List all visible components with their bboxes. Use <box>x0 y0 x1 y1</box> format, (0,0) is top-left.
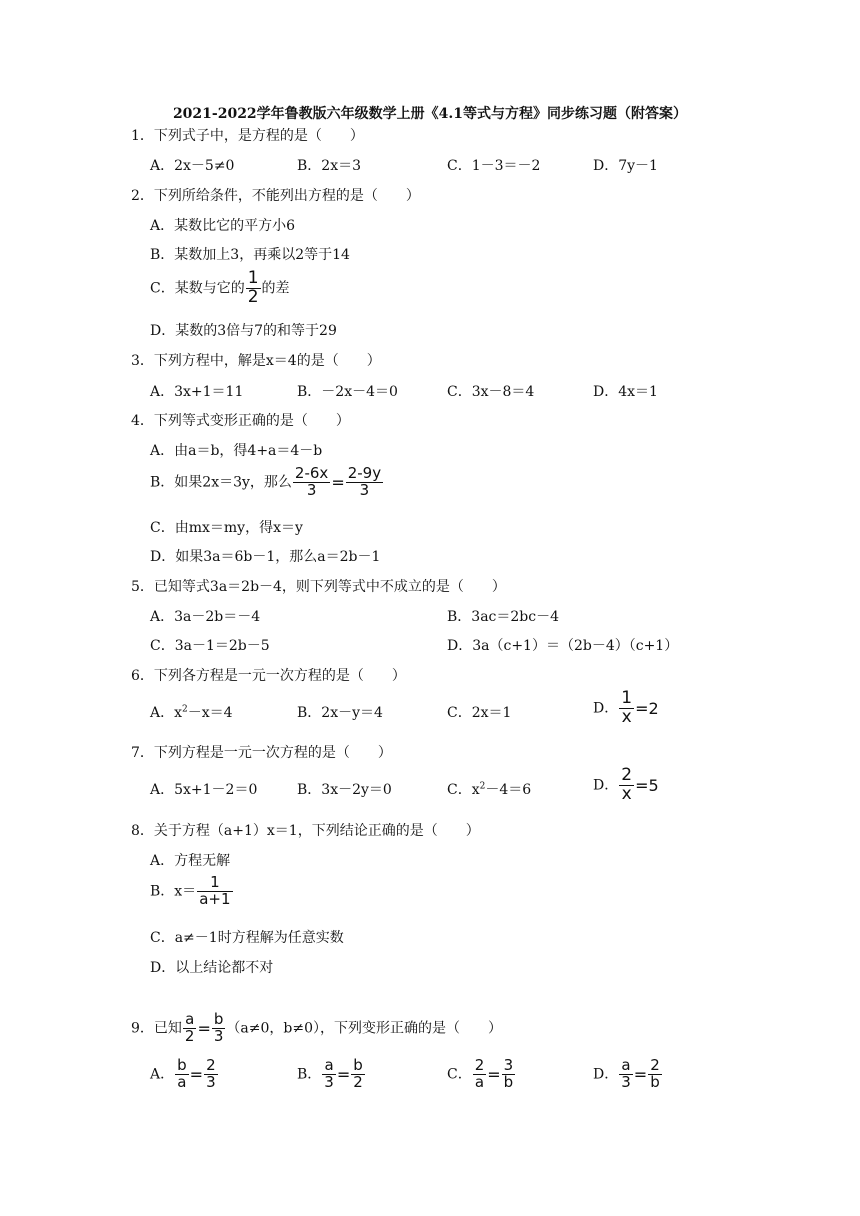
fraction-numerator: 2 <box>206 1056 216 1074</box>
fraction-1-over-x <box>619 690 634 727</box>
fraction-numerator: 1 <box>621 688 633 708</box>
fraction-numerator: 1 <box>197 875 232 892</box>
question-4-stem: 4．下列等式变形正确的是（ ） <box>131 413 350 429</box>
q5-option-a: A．3a－2b＝－4 <box>150 609 261 625</box>
fraction-2-over-x <box>619 767 634 804</box>
q4-option-b-prefix: B．如果2x＝3y，那么 <box>150 474 292 491</box>
q6-option-d-prefix: D． <box>593 700 619 717</box>
q3-option-a: A．3x+1＝11 <box>150 384 244 400</box>
fraction-denominator: 3 <box>324 1072 334 1091</box>
fraction-numerator: a <box>322 1058 336 1075</box>
fraction-a-over-3 <box>619 1058 633 1091</box>
question-5-stem: 5．已知等式3a＝2b－4，则下列等式中不成立的是（ ） <box>131 579 506 595</box>
q6-option-a <box>150 702 233 722</box>
q9-option-a <box>150 1058 219 1091</box>
q9-option-c <box>447 1058 516 1091</box>
question-7-stem: 7．下列方程是一元一次方程的是（ ） <box>131 745 392 761</box>
fraction-2-6x-over-3 <box>293 466 330 499</box>
question-6-stem: 6．下列各方程是一元一次方程的是（ ） <box>131 668 406 684</box>
fraction-denominator: 3 <box>206 1072 216 1091</box>
fraction-denominator: 2 <box>184 1026 195 1045</box>
q2-option-c-suffix: 的差 <box>261 280 290 297</box>
q7-option-b: B．3x－2y＝0 <box>297 782 392 798</box>
equals-sign: = <box>487 1064 501 1084</box>
fraction-denominator: 3 <box>359 480 370 499</box>
fraction-a-over-3 <box>322 1058 336 1091</box>
question-8-stem: 8．关于方程（a+1）x＝1，下列结论正确的是（ ） <box>131 823 480 839</box>
q1-option-d: D．7y－1 <box>593 158 658 174</box>
fraction-denominator: a <box>177 1072 187 1091</box>
fraction-denominator: 3 <box>306 480 317 499</box>
q9-stem-prefix: 9．已知 <box>131 1020 182 1037</box>
q3-option-b: B．－2x－4＝0 <box>297 384 398 400</box>
question-9-stem <box>131 1012 502 1045</box>
q9-option-b <box>297 1058 366 1091</box>
fraction-numerator: 2 <box>650 1056 660 1074</box>
q2-option-c-prefix: C．某数与它的 <box>150 280 245 297</box>
q5-option-b: B．3ac＝2bc－4 <box>447 609 559 625</box>
fraction-denominator: x <box>621 783 632 804</box>
fraction-b-over-a <box>175 1058 189 1091</box>
q2-option-b: B．某数加上3，再乘以2等于14 <box>150 247 350 263</box>
fraction-numerator: 3 <box>503 1056 514 1074</box>
equals-sign: = <box>197 1018 211 1038</box>
fraction-numerator: b <box>177 1056 187 1074</box>
q7-option-c <box>447 779 531 799</box>
document-title: 2021-2022学年鲁教版六年级数学上册《4.1等式与方程》同步练习题（附答案） <box>172 106 688 122</box>
fraction-numerator: 2 <box>474 1056 485 1074</box>
q2-option-a: A．某数比它的平方小6 <box>150 218 296 234</box>
fraction-denominator: 3 <box>621 1072 631 1091</box>
fraction-numerator: 2-9y <box>347 464 382 482</box>
fraction-one-half <box>246 270 261 307</box>
q6-option-d <box>593 690 659 727</box>
q8-option-a: A．方程无解 <box>150 853 231 869</box>
q3-option-d: D．4x＝1 <box>593 384 658 400</box>
fraction-numerator: 1 <box>247 268 259 288</box>
fraction-3-over-b <box>502 1058 516 1091</box>
fraction-denominator: x <box>621 706 632 727</box>
exponent: 2 <box>479 781 486 792</box>
fraction-2-over-b <box>648 1058 662 1091</box>
fraction-denominator: b <box>650 1072 660 1091</box>
q6-option-a-rest: －x＝4 <box>187 705 233 721</box>
q7-option-d-suffix: =5 <box>635 775 659 795</box>
q4-option-d: D．如果3a＝6b－1，那么a＝2b－1 <box>150 549 381 565</box>
fraction-a-over-2 <box>183 1012 197 1045</box>
fraction-numerator: b <box>351 1058 365 1075</box>
option-letter: B． <box>297 1066 322 1083</box>
fraction-2-over-3 <box>204 1058 218 1091</box>
q7-option-d <box>593 767 659 804</box>
q5-option-d: D．3a（c+1）＝（2b－4）（c+1） <box>447 638 679 654</box>
q7-option-a: A．5x+1－2＝0 <box>150 782 258 798</box>
equals-sign: = <box>331 472 345 492</box>
q9-stem-suffix: （a≠0，b≠0），下列变形正确的是（ ） <box>226 1020 503 1037</box>
q8-option-b-prefix: B．x＝ <box>150 883 197 900</box>
fraction-denominator: a+1 <box>199 889 231 908</box>
q6-option-c: C．2x＝1 <box>447 705 512 721</box>
question-2-stem: 2．下列所给条件，不能列出方程的是（ ） <box>131 188 420 204</box>
fraction-numerator: 2 <box>621 765 633 785</box>
q7-option-c-rest: －4＝6 <box>485 782 532 798</box>
option-letter: A． <box>150 1066 175 1083</box>
fraction-denominator: a <box>474 1072 485 1091</box>
q4-option-b <box>150 466 384 499</box>
fraction-denominator: 3 <box>213 1026 224 1045</box>
equals-sign: = <box>336 1064 351 1084</box>
fraction-1-over-a-plus-1 <box>197 875 232 908</box>
equals-sign: = <box>189 1064 204 1084</box>
fraction-numerator: b <box>212 1012 226 1029</box>
q6-option-a-base: A．x <box>150 705 183 721</box>
q2-option-c <box>150 270 290 307</box>
q3-option-c: C．3x－8＝4 <box>447 384 535 400</box>
q6-option-b: B．2x－y＝4 <box>297 705 383 721</box>
q2-option-d: D．某数的3倍与7的和等于29 <box>150 323 337 339</box>
q5-option-c: C．3a－1＝2b－5 <box>150 638 270 654</box>
q1-option-c: C．1－3＝－2 <box>447 158 541 174</box>
option-letter: C． <box>447 1066 472 1083</box>
q1-option-a: A．2x－5≠0 <box>150 158 235 174</box>
exponent: 2 <box>182 704 188 715</box>
option-letter: D． <box>593 1066 619 1083</box>
fraction-numerator: a <box>183 1012 197 1029</box>
fraction-denominator: 2 <box>353 1072 363 1091</box>
q4-option-c: C．由mx＝my，得x＝y <box>150 520 303 536</box>
fraction-b-over-2 <box>351 1058 365 1091</box>
q1-option-b: B．2x＝3 <box>297 158 361 174</box>
fraction-numerator: 2-6x <box>294 464 329 482</box>
equals-sign: = <box>633 1064 648 1084</box>
q6-option-d-suffix: =2 <box>635 698 659 718</box>
q9-option-d <box>593 1058 663 1091</box>
q8-option-b <box>150 875 234 908</box>
fraction-denominator: 2 <box>247 286 259 307</box>
q8-option-d: D．以上结论都不对 <box>150 960 274 976</box>
q8-option-c: C．a≠－1时方程解为任意实数 <box>150 930 344 946</box>
fraction-b-over-3 <box>212 1012 226 1045</box>
fraction-denominator: b <box>503 1072 514 1091</box>
question-3-stem: 3．下列方程中，解是x＝4的是（ ） <box>131 353 381 369</box>
q7-option-c-base: C．x <box>447 782 480 798</box>
fraction-2-9y-over-3 <box>346 466 383 499</box>
q7-option-d-prefix: D． <box>593 777 619 794</box>
question-1-stem: 1．下列式子中，是方程的是（ ） <box>131 128 364 144</box>
fraction-numerator: a <box>619 1058 633 1075</box>
fraction-2-over-a <box>473 1058 487 1091</box>
q4-option-a: A．由a＝b，得4+a＝4－b <box>150 443 323 459</box>
